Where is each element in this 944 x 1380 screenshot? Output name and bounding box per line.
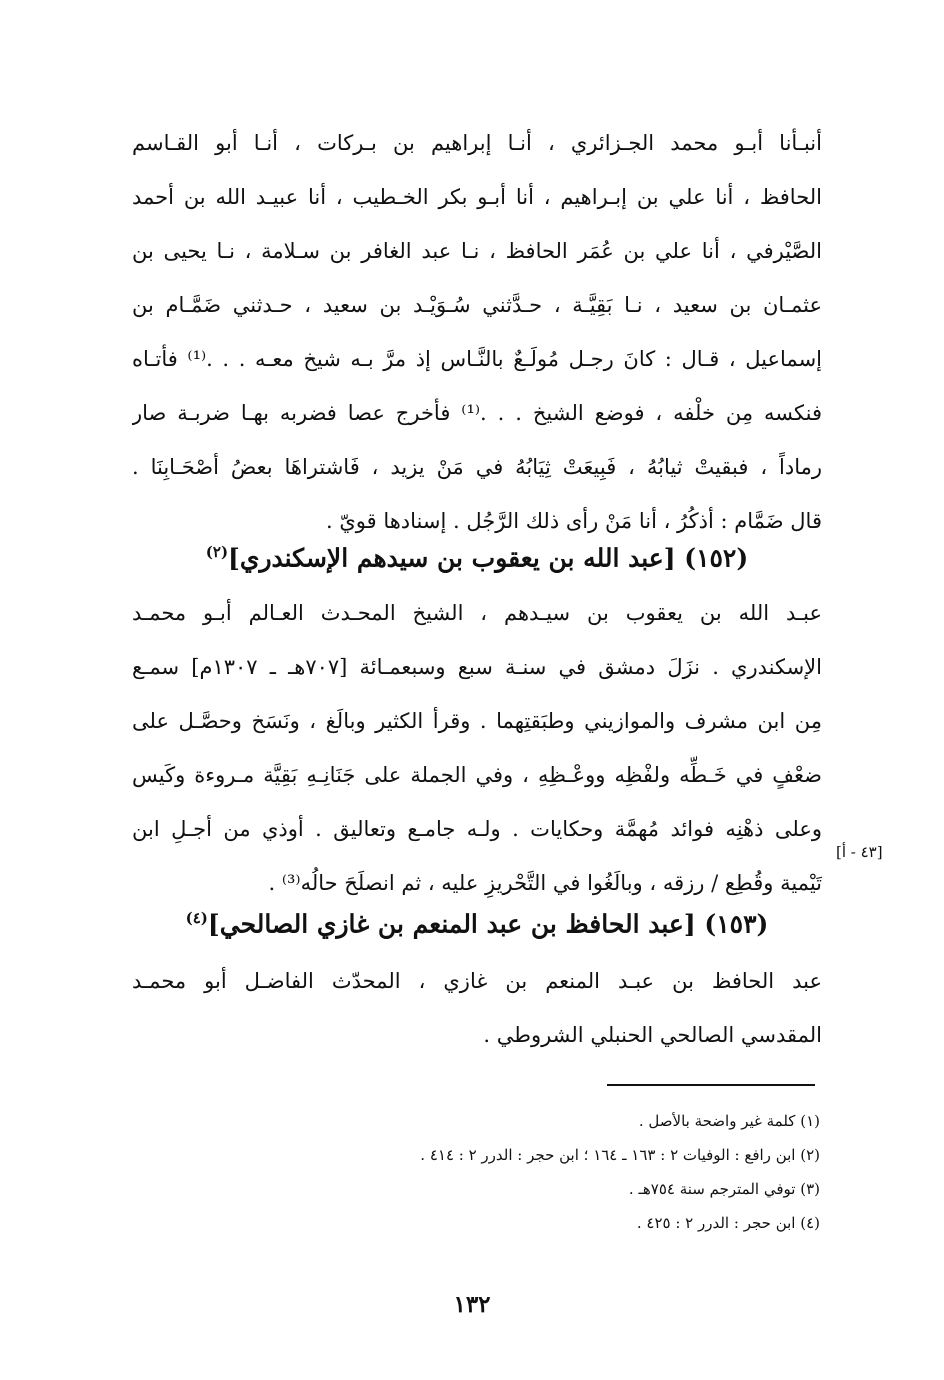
- text-line: ضعْفٍ في خَـطِّه ولفْظِه ووعْـظِهِ ، وفي الجملة على جَنَانِـهِ بَقِيَّة مـروءة وكَيس: [132, 763, 822, 787]
- heading-text: (١٥٣) [عبد الحافظ بن عبد المنعم بن غازي الصالحي]: [207, 909, 769, 939]
- text-line: مِن ابن مشرف والموازيني وطبَقتِهما . وقرأ الكثير وبالَغ ، ونَسَخ وحصَّـل على: [132, 709, 822, 733]
- footnote-item: (٤) ابن حجر : الدرر ٢ : ٤٢٥ .: [636, 1214, 820, 1232]
- text-line: عثمـان بن سعيد ، نـا بَقِيَّـة ، حـدَّثني سُـوَيْـد بن سعيد ، حـدثني ضَمَّـام بن: [132, 293, 822, 317]
- footnote-item: (١) كلمة غير واضحة بالأصل .: [638, 1112, 820, 1130]
- footnote-marker: (٢): [205, 543, 229, 561]
- footnote-marker: (٤): [185, 909, 208, 927]
- text-line: أنبـأنا أبـو محمد الجـزائري ، أنـا إبراهيم بن بـركات ، أنـا أبو القـاسم: [132, 131, 822, 155]
- text-line: رماداً ، فبقيتْ ثيابُهُ ، فَبِيعَتْ ثِيَابُهُ في مَنْ يزيد ، فَاشتراهَا بعضُ أصْحَـابِنَا .: [132, 455, 822, 479]
- entry-heading-153: [132, 898, 822, 944]
- text-line: إسماعيل ، قـال : كانَ رجـل مُولَـعٌ بالنَّـاس إذ مرَّ بـه شيخ معـه . . .⁽¹⁾ فأتـاه: [132, 347, 822, 371]
- text-line: الإسكندري . نزَلَ دمشق في سنـة سبع وسبعمـائة [٧٠٧هـ ـ ١٣٠٧م] سمـع: [132, 655, 822, 679]
- paragraph-narration: [132, 116, 822, 548]
- footnote-divider: [607, 1084, 815, 1086]
- text-line: المقدسي الصالحي الحنبلي الشروطي .: [483, 1023, 822, 1047]
- text-line: الصَّيْرفي ، أنا علي بن عُمَر الحافظ ، نـا عبد الغافر بن سـلامة ، نـا يحيى بن: [132, 239, 822, 263]
- text-line: فنكسه مِن خلْفه ، فوضع الشيخ . . .⁽¹⁾ فأخرج عصا فضربه بهـا ضربـة صار: [132, 401, 822, 425]
- entry-heading-152: [132, 532, 822, 578]
- manuscript-folio-marker: [٤٣ - أ]: [836, 843, 883, 861]
- text-line: تَيْمية وقُطِع / رزقه ، وبالَغُوا في التَّحْريزِ عليه ، ثم انصلَحَ حالُه⁽³⁾ .: [268, 871, 822, 895]
- page-number: ١٣٢: [453, 1291, 491, 1318]
- text-line: الحافظ ، أنا علي بن إبـراهيم ، أنا أبـو بكر الخـطيب ، أنا عبيـد الله بن أحمد: [132, 185, 822, 209]
- footnotes: [250, 1104, 820, 1240]
- footnote-item: (٣) توفي المترجم سنة ٧٥٤هـ .: [628, 1180, 820, 1198]
- text-line: وعلى ذهْنِه فوائد مُهمَّة وحكايات . ولـه جامـع وتعاليق . أوذي من أجـلِ ابن: [132, 817, 822, 841]
- text-line: قال ضَمَّام : أذكُرُ ، أنا مَنْ رأى ذلك الرَّجُل . إسنادها قويّ .: [325, 509, 822, 533]
- paragraph-biography-153: [132, 954, 822, 1062]
- text-line: عبد الحافظ بن عبـد المنعم بن غازي ، المحدّث الفاضـل أبو محمـد: [132, 969, 822, 993]
- footnote-item: (٢) ابن رافع : الوفيات ٢ : ١٦٣ ـ ١٦٤ ؛ ابن حجر : الدرر ٢ : ٤١٤ .: [420, 1146, 820, 1164]
- heading-text: (١٥٢) [عبد الله بن يعقوب بن سيدهم الإسكندري]: [228, 543, 749, 573]
- text-line: عبـد الله بن يعقوب بن سيـدهم ، الشيخ المحـدث العـالم أبـو محمـد: [132, 601, 822, 625]
- paragraph-biography-152: [132, 586, 822, 910]
